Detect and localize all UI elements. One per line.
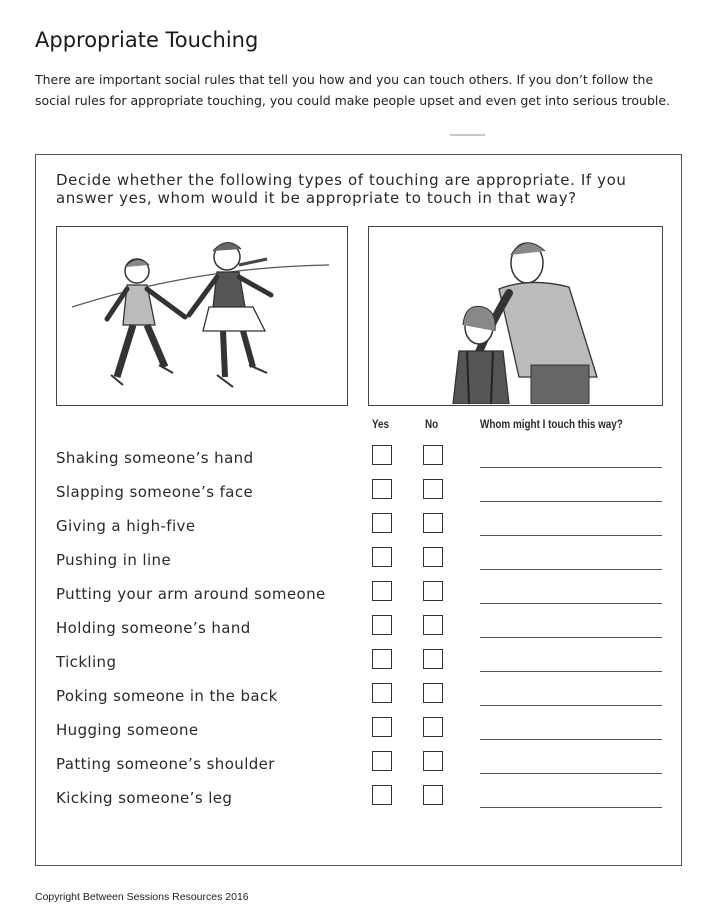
- yes-checkbox[interactable]: [372, 513, 392, 533]
- whom-answer-line[interactable]: [480, 501, 662, 502]
- item-label: Putting your arm around someone: [56, 585, 326, 603]
- no-checkbox[interactable]: [423, 717, 443, 737]
- column-whom-header: Whom might I touch this way?: [480, 419, 623, 431]
- item-label: Poking someone in the back: [56, 687, 278, 705]
- touching-items-list: [36, 443, 681, 817]
- whom-answer-line[interactable]: [480, 739, 662, 740]
- yes-checkbox[interactable]: [372, 445, 392, 465]
- list-item: [36, 715, 681, 749]
- yes-checkbox[interactable]: [372, 615, 392, 635]
- whom-answer-line[interactable]: [480, 603, 662, 604]
- no-checkbox[interactable]: [423, 479, 443, 499]
- whom-answer-line[interactable]: [480, 773, 662, 774]
- list-item: [36, 647, 681, 681]
- yes-checkbox[interactable]: [372, 479, 392, 499]
- no-checkbox[interactable]: [423, 649, 443, 669]
- whom-answer-line[interactable]: [480, 637, 662, 638]
- list-item: [36, 783, 681, 817]
- yes-checkbox[interactable]: [372, 785, 392, 805]
- whom-answer-line[interactable]: [480, 467, 662, 468]
- yes-checkbox[interactable]: [372, 547, 392, 567]
- column-no-header: No: [425, 419, 439, 431]
- yes-checkbox[interactable]: [372, 581, 392, 601]
- adult-arm-around-child-illustration: [368, 226, 663, 406]
- item-label: Slapping someone’s face: [56, 483, 254, 501]
- no-checkbox[interactable]: [423, 683, 443, 703]
- list-item: [36, 443, 681, 477]
- list-item: [36, 613, 681, 647]
- list-item: [36, 545, 681, 579]
- page-title: Appropriate Touching: [35, 28, 259, 52]
- item-label: Kicking someone’s leg: [56, 789, 233, 807]
- item-label: Tickling: [56, 653, 117, 671]
- no-checkbox[interactable]: [423, 581, 443, 601]
- whom-answer-line[interactable]: [480, 705, 662, 706]
- no-checkbox[interactable]: [423, 615, 443, 635]
- yes-checkbox[interactable]: [372, 683, 392, 703]
- no-checkbox[interactable]: [423, 547, 443, 567]
- yes-checkbox[interactable]: [372, 649, 392, 669]
- ice-skating-hand-holding-illustration: [56, 226, 348, 406]
- item-label: Giving a high-five: [56, 517, 196, 535]
- whom-answer-line[interactable]: [480, 569, 662, 570]
- list-item: [36, 681, 681, 715]
- no-checkbox[interactable]: [423, 785, 443, 805]
- list-item: [36, 749, 681, 783]
- item-label: Patting someone’s shoulder: [56, 755, 275, 773]
- list-item: [36, 579, 681, 613]
- whom-answer-line[interactable]: [480, 807, 662, 808]
- item-label: Pushing in line: [56, 551, 172, 569]
- whom-answer-line[interactable]: [480, 535, 662, 536]
- copyright-footer: Copyright Between Sessions Resources 2016: [35, 891, 249, 903]
- list-item: [36, 477, 681, 511]
- no-checkbox[interactable]: [423, 445, 443, 465]
- intro-paragraph: There are important social rules that tell you how and you can touch others. If you don’t follow the social rules for appropriate touching, you could make people upset and even get into serious trouble.: [35, 72, 671, 108]
- item-label: Hugging someone: [56, 721, 199, 739]
- worksheet-instructions: Decide whether the following types of touching are appropriate. If you answer yes, whom would it be appropriate to touch in that way?: [56, 171, 627, 207]
- no-checkbox[interactable]: [423, 751, 443, 771]
- yes-checkbox[interactable]: [372, 751, 392, 771]
- column-yes-header: Yes: [372, 419, 390, 431]
- no-checkbox[interactable]: [423, 513, 443, 533]
- worksheet-panel: [35, 154, 682, 866]
- scan-artifact-mark: [450, 134, 485, 136]
- item-label: Holding someone’s hand: [56, 619, 251, 637]
- list-item: [36, 511, 681, 545]
- whom-answer-line[interactable]: [480, 671, 662, 672]
- yes-checkbox[interactable]: [372, 717, 392, 737]
- item-label: Shaking someone’s hand: [56, 449, 254, 467]
